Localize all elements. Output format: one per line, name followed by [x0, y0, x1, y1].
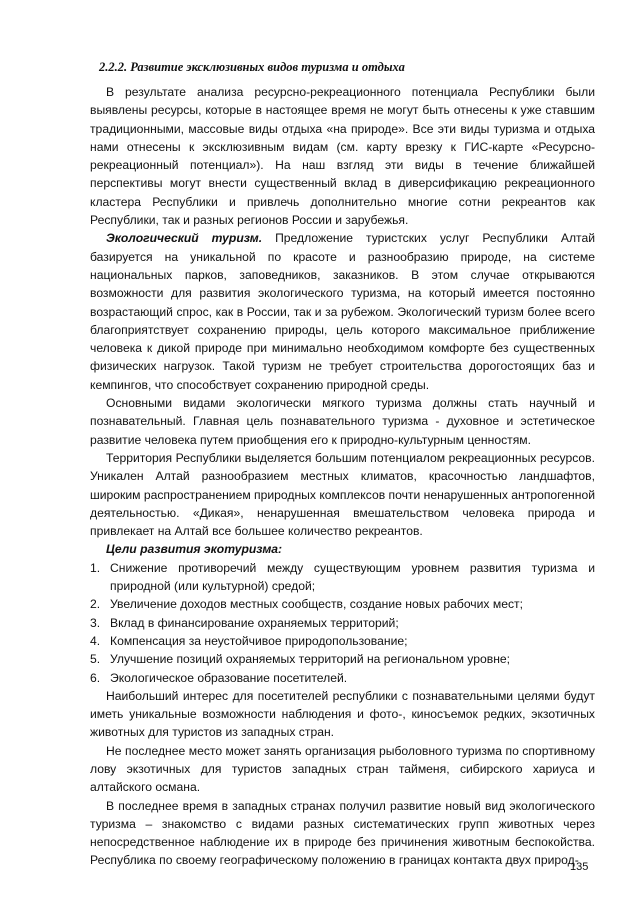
- list-item: [90, 595, 595, 613]
- paragraph-text: Предложение туристских услуг Республики Алтай базируется на уникальной по красоте и разнообразию природе, на системе национальных парков, заповедников, заказников. В этом случае открываются возможности для развития экологического туризма, на который имеется постоянно возрастающий спрос, как в России, так и за рубежом. Экологический туризм более всего благоприятствует сохранению природы, цель которого максимальное приближение человека к дикой природе при минимально необходимом комфорте без существенных физических нагрузок. Такой туризм не требует строительства дорогостоящих баз и кемпингов, что способствует сохранению природной среды.: [90, 231, 595, 392]
- list-text: Компенсация за неустойчивое природопользование;: [110, 633, 408, 648]
- paragraph: Территория Республики выделяется большим потенциалом рекреационных ресурсов. Уникален Алтай разнообразием местных климатов, красочностью ландшафтов, широким распространением природных комплексов почти ненарушенных антропогенной деятельностью. «Дикая», ненарушенная вмешательством человека природа и привлекает на Алтай все большее количество рекреантов.: [90, 450, 596, 539]
- list-number: 6.: [90, 670, 101, 685]
- paragraph: В результате анализа ресурсно-рекреационного потенциала Республики были выявлены ресурсы, которые в настоящее время не могут быть отнесены к уже ставшим традиционными, массовые виды отдыха «на природе». Все эти виды туризма и отдыха нами отнесены к эксклюзивным видам (см. карту врезку к ГИС-карте «Ресурсно-рекреационный потенциал»). На наш взгляд эти виды в течение ближайшей перспективы могут внести существенный вклад в диверсификацию рекреационного кластера Республики и привлечь дополнительно многие сотни рекреантов как Республики, так и разных регионов России и зарубежья.: [90, 85, 595, 228]
- page-number: 135: [570, 861, 589, 873]
- list-number: 2.: [90, 597, 101, 612]
- paragraph: В последнее время в западных странах получил развитие новый вид экологического туризма – знакомство с видами разных систематических групп животных через непосредственное наблюдение их в природе без причинения животным беспокойства. Республика по своему географическому положению в границах контакта двух природ-: [90, 798, 595, 868]
- section-heading: 2.2.2. Развитие эксклюзивных видов туризма и отдыха: [99, 60, 405, 74]
- paragraph: Не последнее место может занять организация рыболовного туризма по спортивному лову экзотичных для туристов западных стран тайменя, сибирского хариуса и алтайского османа.: [90, 743, 595, 795]
- goals-title-text: Цели развития экотуризма:: [106, 542, 283, 557]
- list-text: Экологическое образование посетителей.: [110, 670, 348, 685]
- body-text: [90, 83, 595, 870]
- list-number: 3.: [90, 615, 101, 630]
- list-text: Увеличение доходов местных сообществ, создание новых рабочих мест;: [110, 597, 523, 612]
- list-number: 4.: [90, 633, 101, 648]
- term-ecotourism: Экологический туризм.: [106, 231, 263, 246]
- paragraph: [90, 229, 595, 394]
- list-number: 1.: [90, 560, 101, 575]
- list-item: [90, 559, 595, 596]
- list-text: Улучшение позиций охраняемых территорий на региональном уровне;: [110, 652, 511, 667]
- list-number: 5.: [90, 652, 101, 667]
- list-item: [90, 614, 595, 632]
- paragraph: Наибольший интерес для посетителей республики с познавательными целями будут иметь уникальные возможности наблюдения и фото-, киносъемок редких, экзотичных животных для туристов из западных стран.: [90, 688, 595, 740]
- goals-title: [90, 540, 595, 558]
- list-text: Вклад в финансирование охраняемых территорий;: [110, 615, 399, 630]
- goals-list: [90, 559, 595, 687]
- list-item: [90, 632, 595, 650]
- list-text: Снижение противоречий между существующим уровнем развития туризма и природной (или культурной) средой;: [110, 560, 595, 594]
- list-item: [90, 669, 595, 687]
- list-item: [90, 650, 595, 668]
- paragraph: Основными видами экологически мягкого туризма должны стать научный и познавательный. Главная цель познавательного туризма - духовное и эстетическое развитие человека путем приобщения его к природно-культурным ценностям.: [90, 396, 595, 447]
